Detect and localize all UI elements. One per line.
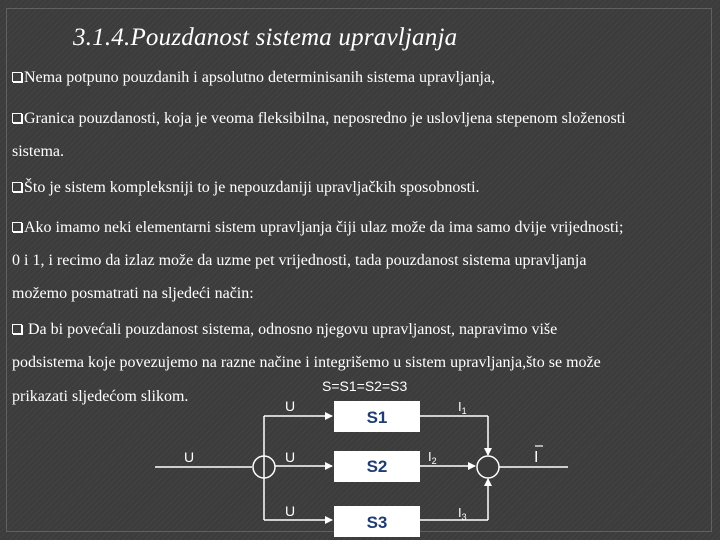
bullet-text: Da bi povećali pouzdanost sistema, odnosno njegovu upravljanost, napravimo više <box>24 321 558 338</box>
output-3-subscript: 3 <box>461 512 467 522</box>
branch-1-input-label: U <box>285 398 296 414</box>
output-1-subscript: 1 <box>461 406 467 416</box>
bullet-continuation: podsistema koje povezujemo na razne načine i integrišemo u sistem upravljanja,što se može <box>12 354 601 371</box>
output-3-letter: I <box>458 505 462 520</box>
final-output-label: I <box>534 449 539 466</box>
bullet-continuation: sistema. <box>12 143 64 160</box>
block-s3-label: S3 <box>366 513 388 532</box>
slide-title: 3.1.4.Pouzdanost sistema upravljanja <box>73 24 458 51</box>
output-1-label <box>458 399 467 416</box>
output-2-label <box>428 449 437 466</box>
input-label: U <box>184 449 195 465</box>
block-s2-label: S2 <box>366 457 388 476</box>
bullet-continuation: 0 i 1, i recimo da izlaz može da uzme pet vrijednosti, tada pouzdanost sistema upravljanja <box>12 252 587 269</box>
output-3-label <box>458 505 467 522</box>
bullet-text: Ako imamo neki elementarni sistem upravljanja čiji ulaz može da ima samo dvije vrijednosti; <box>24 219 624 236</box>
output-junction-circle <box>477 456 499 478</box>
bullet-text: Granica pouzdanosti, koja je veoma fleksibilna, neposredno je uslovljena stepenom složenosti <box>24 110 626 127</box>
branch-2-input-label: U <box>285 449 296 465</box>
bullet-text: Što je sistem kompleksniji to je nepouzdaniji upravljačkih sposobnosti. <box>24 179 480 196</box>
block-s1-label: S1 <box>366 408 388 427</box>
output-2-subscript: 2 <box>431 456 437 466</box>
output-1-letter: I <box>458 399 462 414</box>
bullet-continuation: prikazati sljedećom slikom. <box>12 388 189 405</box>
branch-3-input-label: U <box>285 503 296 519</box>
bullet-continuation: možemo posmatrati na sljedeći način: <box>12 285 254 302</box>
output-2-letter: I <box>428 449 432 464</box>
equation-label: S=S1=S2=S3 <box>322 378 408 394</box>
bullet-text: Nema potpuno pouzdanih i apsolutno determinisanih sistema upravljanja, <box>24 69 496 86</box>
